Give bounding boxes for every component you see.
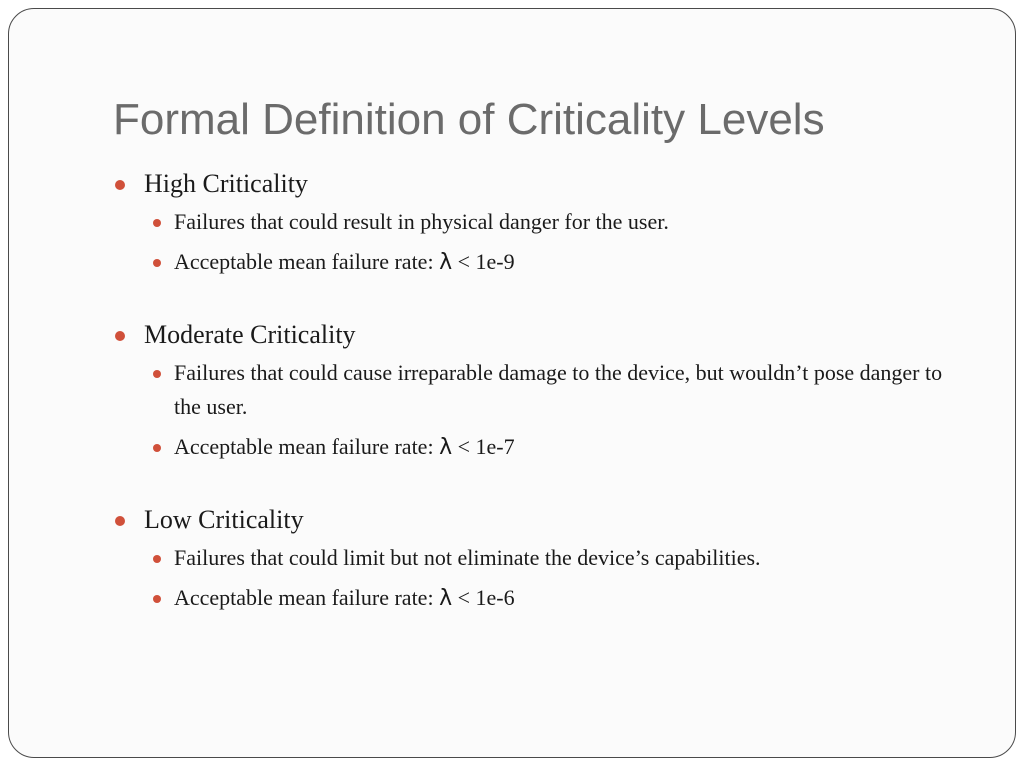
criticality-level-moderate <box>113 317 943 465</box>
level-heading <box>113 317 943 353</box>
criticality-level-high <box>113 166 943 280</box>
failure-rate-label: Acceptable mean failure rate: <box>174 434 434 459</box>
slide-content <box>113 166 943 653</box>
level-description-text: Failures that could cause irreparable damage to the device, but wouldn’t pose danger to the user. <box>174 360 943 419</box>
level-description-text: Failures that could limit but not eliminate the device’s capabilities. <box>174 545 761 570</box>
level-heading <box>113 166 943 202</box>
level-description <box>113 541 943 575</box>
failure-rate <box>113 245 943 280</box>
criticality-level-low <box>113 502 943 616</box>
level-heading-text: Moderate Criticality <box>144 320 356 349</box>
failure-rate-label: Acceptable mean failure rate: <box>174 585 434 610</box>
bullet-icon <box>115 331 125 341</box>
bullet-icon <box>153 595 161 603</box>
failure-rate-label: Acceptable mean failure rate: <box>174 249 434 274</box>
failure-rate <box>113 581 943 616</box>
lambda-symbol: λ <box>439 586 453 611</box>
bullet-icon <box>153 444 161 452</box>
failure-rate-value: < 1e-7 <box>457 434 515 459</box>
bullet-icon <box>153 259 161 267</box>
level-description <box>113 356 943 424</box>
bullet-icon <box>153 219 161 227</box>
bullet-icon <box>115 516 125 526</box>
bullet-icon <box>115 180 125 190</box>
slide-title: Formal Definition of Criticality Levels <box>113 95 825 144</box>
level-heading-text: High Criticality <box>144 169 308 198</box>
lambda-symbol: λ <box>439 435 453 460</box>
level-description <box>113 205 943 239</box>
bullet-icon <box>153 555 161 563</box>
lambda-symbol: λ <box>439 250 453 275</box>
failure-rate <box>113 430 943 465</box>
level-heading <box>113 502 943 538</box>
level-description-text: Failures that could result in physical danger for the user. <box>174 209 669 234</box>
failure-rate-value: < 1e-6 <box>457 585 515 610</box>
bullet-icon <box>153 370 161 378</box>
level-heading-text: Low Criticality <box>144 505 304 534</box>
failure-rate-value: < 1e-9 <box>457 249 515 274</box>
